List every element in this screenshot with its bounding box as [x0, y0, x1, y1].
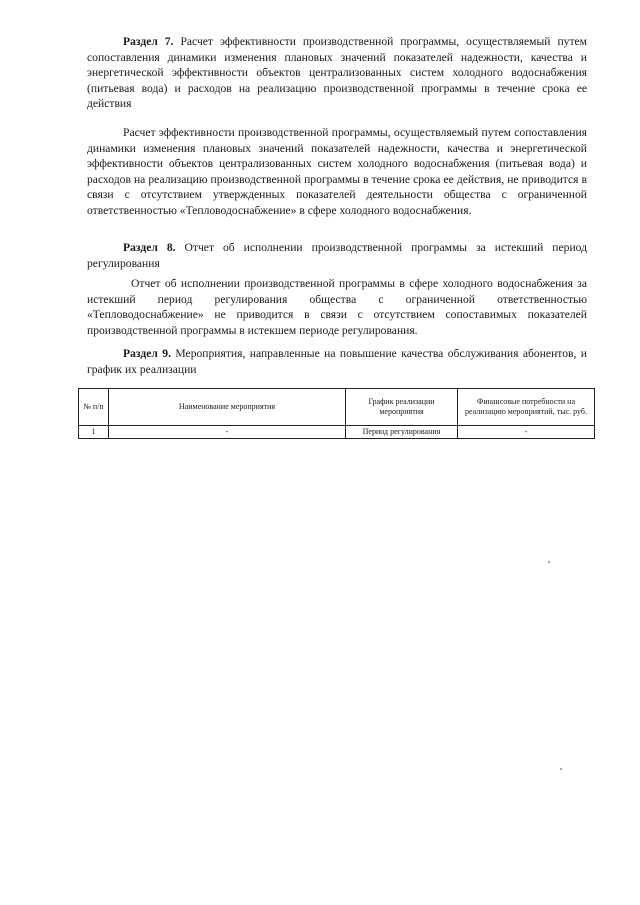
section-8-body	[87, 276, 587, 338]
scan-speck	[548, 561, 550, 563]
header-name: Наименование мероприятия	[109, 389, 346, 426]
cell-num: 1	[79, 426, 109, 439]
section-7-body	[87, 125, 587, 219]
section-9-heading	[87, 346, 587, 377]
table-header-row	[79, 389, 595, 426]
cell-schedule: Период регулирования	[346, 426, 458, 439]
section-7-title: Расчет эффективности производственной программы, осуществляемый путем сопоставления динамики изменения плановых значений показателей надежности, качества и энергетической эффективности объектов централизованных систем холодного водоснабжения (питьевая вода) и расходов на реализацию производственной программы в течение срока ее действия	[87, 35, 587, 111]
cell-finance: -	[458, 426, 595, 439]
section-8-paragraph: Отчет об исполнении производственной программы в сфере холодного водоснабжения за истекший период регулирования общества с ограниченной ответственностью «Тепловодоснабжение» не приводится в связи с отсутствием сопоставимых показателей производственной программы в истекшем периоде регулирования.	[87, 277, 587, 337]
table-row	[79, 426, 595, 439]
header-finance: Финансовые потребности на реализацию мероприятий, тыс. руб.	[458, 389, 595, 426]
header-schedule: График реализации мероприятия	[346, 389, 458, 426]
section-9-label: Раздел 9.	[123, 347, 171, 360]
section-9-title: Мероприятия, направленные на повышение качества обслуживания абонентов, и график их реализации	[87, 347, 587, 376]
cell-name: -	[109, 426, 346, 439]
events-table	[78, 388, 595, 439]
section-8-heading	[87, 240, 587, 271]
header-num: № п/п	[79, 389, 109, 426]
section-8-label: Раздел 8.	[123, 241, 176, 254]
section-8-title: Отчет об исполнении производственной программы за истекший период регулирования	[87, 241, 588, 270]
section-7-label: Раздел 7.	[123, 35, 174, 48]
scan-speck	[560, 768, 562, 770]
section-7-heading	[87, 34, 587, 112]
section-7-paragraph: Расчет эффективности производственной программы, осуществляемый путем сопоставления динамики изменения плановых значений показателей надежности, качества и энергетической эффективности объектов централизованных систем холодного водоснабжения (питьевая вода) и расходов на реализацию производственной программы в течение срока ее действия, не приводится в связи с отсутствием утвержденных показателей деятельности общества с ограниченной ответственностью «Тепловодоснабжение» в сфере холодного водоснабжения.	[87, 126, 587, 217]
